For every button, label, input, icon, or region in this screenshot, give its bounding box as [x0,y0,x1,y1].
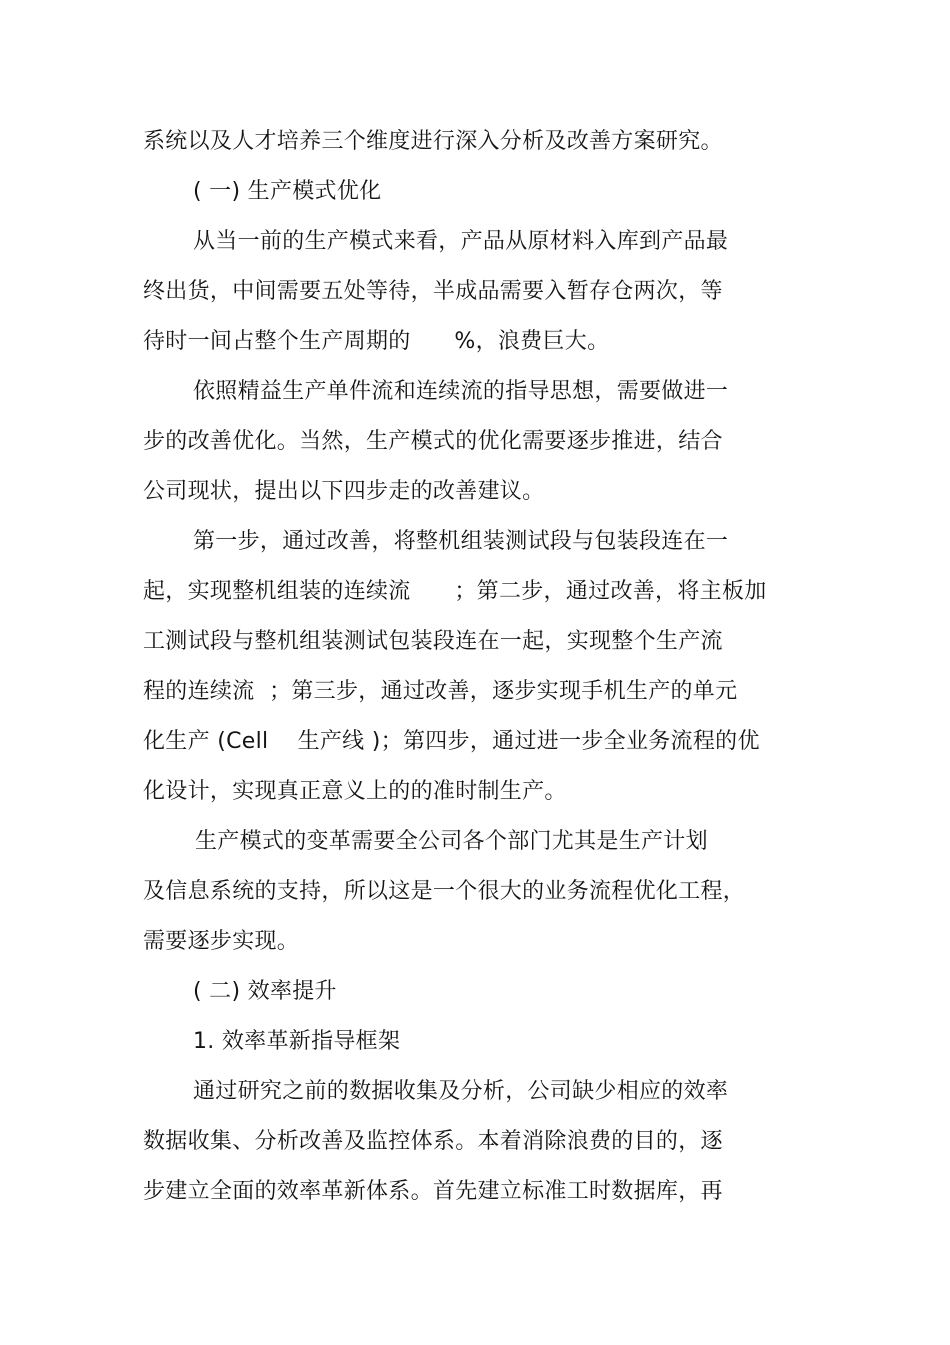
body-text-line: 从当一前的生产模式来看，产品从原材料入库到产品最 [193,229,729,254]
body-text-line: 步建立全面的效率革新体系。首先建立标准工时数据库，再 [143,1179,723,1204]
body-text-line: 通过研究之前的数据收集及分析，公司缺少相应的效率 [193,1079,729,1104]
body-text-line: 终出货，中间需要五处等待，半成品需要入暂存仓两次，等 [143,279,723,304]
body-text-line: 起，实现整机组装的连续流 ；第二步，通过改善，将主板加 [143,579,767,604]
body-text-line: 生产模式的变革需要全公司各个部门尤其是生产计划 [195,829,708,854]
section-heading: ( 一) 生产模式优化 [193,179,382,204]
body-text-line: 数据收集、分析改善及监控体系。本着消除浪费的目的，逐 [143,1129,723,1154]
body-text-line: 步的改善优化。当然，生产模式的优化需要逐步推进，结合 [143,429,723,454]
body-text-line: 化生产 (Cell 生产线 )；第四步，通过进一步全业务流程的优 [143,729,760,754]
body-text-line: 公司现状，提出以下四步走的改善建议。 [143,479,545,504]
subsection-heading: 1. 效率革新指导框架 [193,1029,401,1054]
body-text-line: 待时一间占整个生产周期的 %，浪费巨大。 [143,329,610,354]
body-text-line: 第一步，通过改善，将整机组装测试段与包装段连在一 [193,529,729,554]
body-text-line: 依照精益生产单件流和连续流的指导思想，需要做进一 [193,379,729,404]
section-heading: ( 二) 效率提升 [193,979,337,1004]
body-text-line: 及信息系统的支持，所以这是一个很大的业务流程优化工程， [143,879,746,904]
body-text-line: 化设计，实现真正意义上的的准时制生产。 [143,779,567,804]
body-text-line: 需要逐步实现。 [143,929,300,954]
body-text-line: 系统以及人才培养三个维度进行深入分析及改善方案研究。 [143,129,723,154]
body-text-line: 程的连续流 ；第三步，通过改善，逐步实现手机生产的单元 [143,679,738,704]
body-text-line: 工测试段与整机组装测试包装段连在一起，实现整个生产流 [143,629,723,654]
